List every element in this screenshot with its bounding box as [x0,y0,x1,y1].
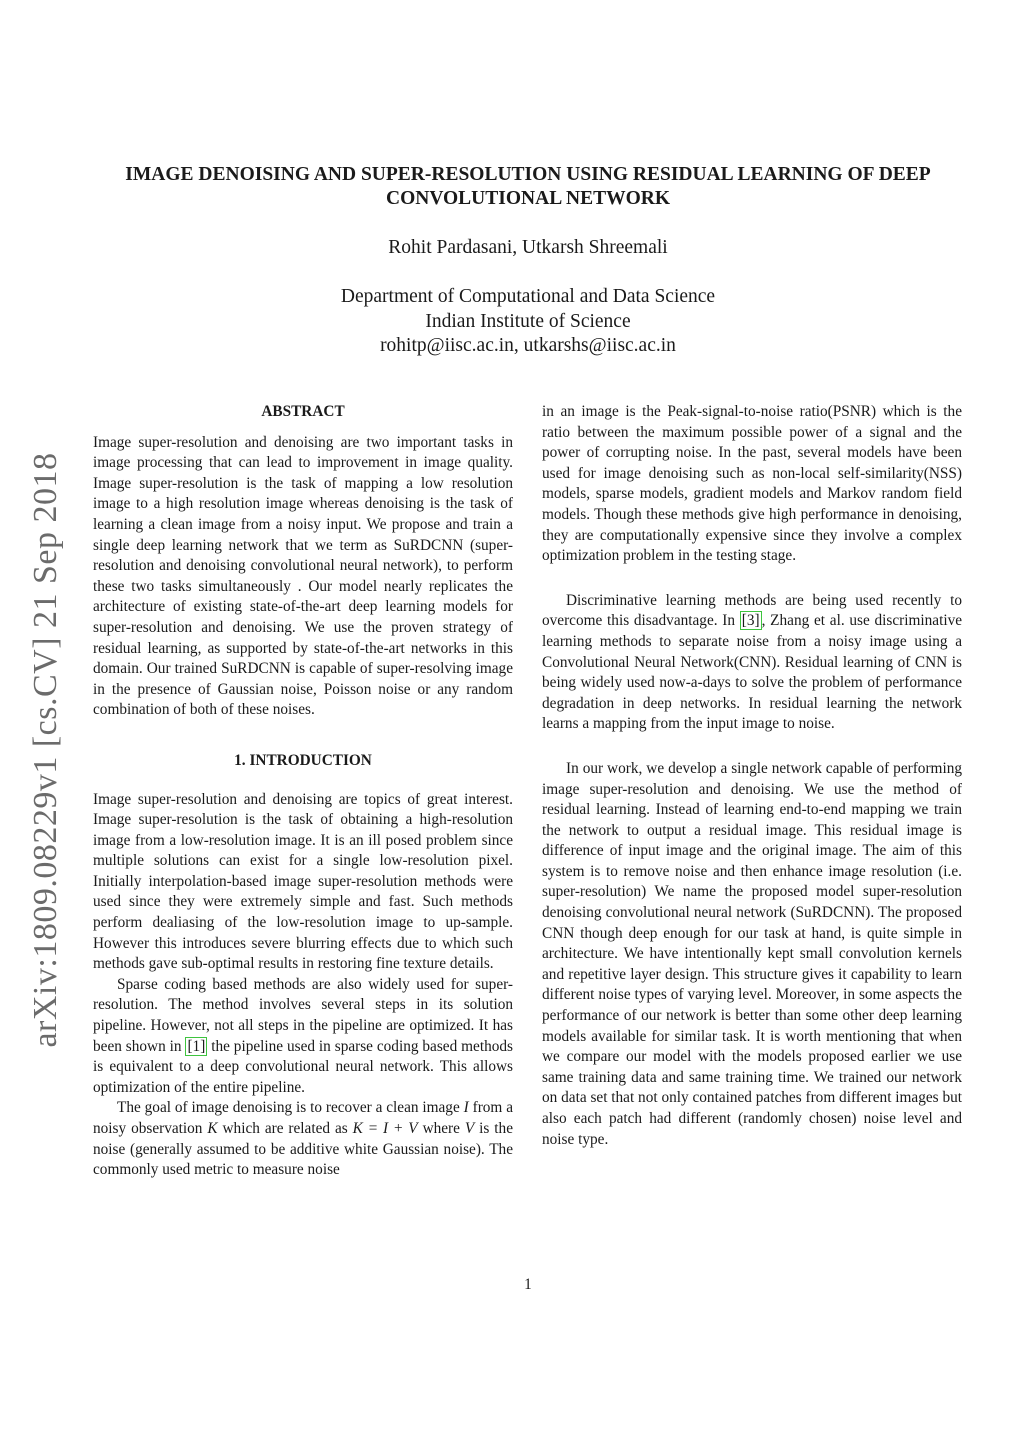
right-paragraph-2: Discriminative learning methods are being used recently to overcome this disadvantage. In [3] , Zhang et al. use discriminative learning methods to separate noise from a noisy image using a Convolutional Neural Network(CNN). Residual learning of CNN is being widely used now-a-days to solve the problem of performance degradation in deep networks. In residual learning the network learns a mapping from the input image to noise. [542,591,963,733]
arxiv-identifier: arXiv:1809.08229v1 [cs.CV] 21 Sep 2018 [27,452,64,1048]
intro-paragraph-3: The goal of image denoising is to recover a clean image I from a noisy observation K which are related as K = I + V where V is the noise (generally assumed to be additive white Gaussian noise). The commonly used metric to measure noise [93,1099,513,1179]
introduction-heading: 1. INTRODUCTION [234,751,372,769]
page-number: 1 [524,1276,532,1293]
right-column [542,402,962,1150]
intro-paragraph-1: Image super-resolution and denoising are topics of great interest. Image super-resolution is the task of obtaining a high-resolution image from a low-resolution image. It is an ill posed problem since multiple solutions can exist for a single low-resolution pixel. Initially interpolation-based image super-resolution methods were used since they were extremely simple and fast. Such methods perform dealiasing of the low-resolution image to up-sample. However this introduces severe blurring effects due to which such methods gave sub-optimal results in restoring fine texture details. [93,790,513,973]
right-paragraph-1: in an image is the Peak-signal-to-noise ratio(PSNR) which is the ratio between the maximum possible power of a signal and the power of corrupting noise. In the past, several models have been used for image denoising such as non-local self-similarity(NSS) models, sparse models, gradient models and Markov random field models. Though these methods give high performance in denoising, they are computationally expensive since they involve a complex optimization problem in the testing stage. [542,403,962,565]
emails: rohitp@iisc.ac.in, utkarshs@iisc.ac.in [380,335,676,356]
department: Department of Computational and Data Science [340,286,716,307]
paper-title [90,163,966,211]
title-line-1: IMAGE DENOISING AND SUPER-RESOLUTION USING RESIDUAL LEARNING OF DEEP [125,164,931,185]
institute: Indian Institute of Science [425,310,631,332]
right-paragraph-3: In our work, we develop a single network capable of performing image super-resolution and denoising. We use the method of residual learning. Instead of learning end-to-end mapping we train the network to output a residual image. This residual image is difference of input image and the original image. The aim of this system is to remove noise and then enhance image resolution (i.e. super-resolution) We name the proposed model super-resolution denoising convolutional neural network (SuRDCNN). The proposed CNN though deep enough for our task at hand, is quite simple in architecture. We have intentionally kept small convolution kernels and repetitive layer design. This structure gives it capability to learn different noise types of varying level. Moreover, in some aspects the performance of our network is better than some other deep learning models available for similar task. It is worth mentioning that when we compare our model with the models proposed earlier we use same training data and same training time. We trained our network on data set that not only contained patches from different images but also each patch had different (randomly chosen) noise level and noise type. [542,759,962,1148]
authors: Rohit Pardasani, Utkarsh Shreemali [388,237,668,258]
affiliation [90,285,966,359]
left-column [93,402,513,1181]
abstract-heading: ABSTRACT [261,403,345,420]
intro-paragraph-2: Sparse coding based methods are also widely used for super-resolution. The method involves several steps in its solution pipeline. However, not all steps in the pipeline are optimized. It has been shown in [1] the pipeline used in sparse coding based methods is equivalent to a deep convolutional neural network. This allows optimization of the entire pipeline. [93,975,513,1096]
citation-link-1[interactable]: [1] [187,1037,206,1055]
citation-link-3[interactable]: [3] [741,612,760,630]
abstract-body: Image super-resolution and denoising are two important tasks in image processing that can lead to improvement in image quality. Image super-resolution is the task of mapping a low resolution image to a high resolution image whereas denoising is the task of learning a clean image from a noisy input. We propose and train a single deep learning network that we term as SuRDCNN (super-resolution and denoising convolutional neural network), to perform these two tasks simultaneously . Our model nearly replicates the architecture of existing state-of-the-art deep learning models for super-resolution and denoising. We use the proven strategy of residual learning, as supported by state-of-the-art networks in this domain. Our trained SuRDCNN is capable of super-resolving image in the presence of Gaussian noise, Poisson noise or any random combination of both of these noises. [93,433,513,719]
title-line-2: CONVOLUTIONAL NETWORK [385,188,671,209]
